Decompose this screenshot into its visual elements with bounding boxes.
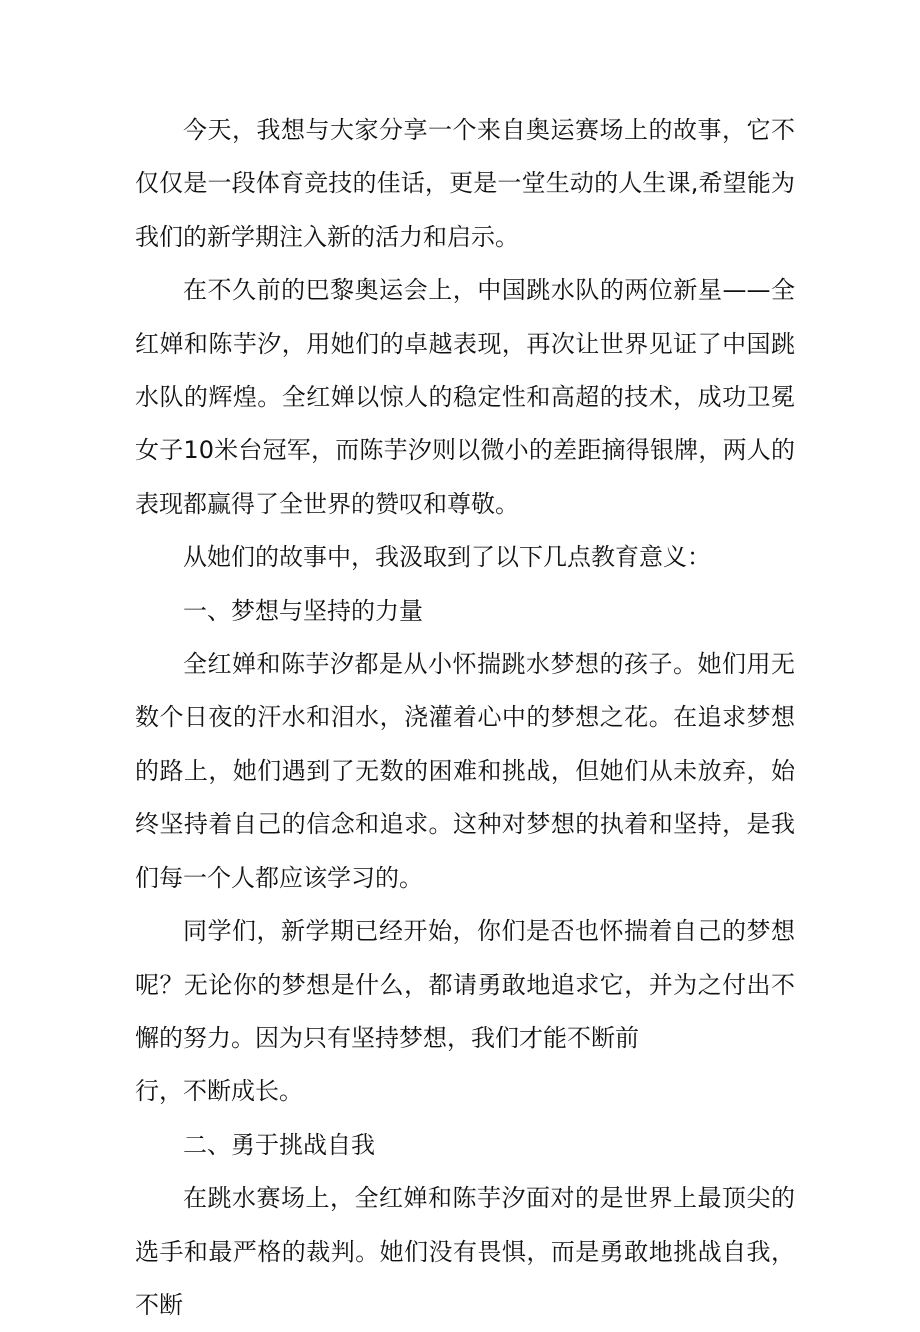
section-heading-dream: 一、梦想与坚持的力量 [183,596,423,625]
paragraph-dream-persistence: 全红婵和陈芋汐都是从小怀揣跳水梦想的孩子。她们用无数个日夜的汗水和泪水，浇灌着心中的梦想之花。在追求梦想的路上，她们遇到了无数的困难和挑战，但她们从未放弃，始终坚持着自己的信念和追求。这种对梦想的执着和坚持，是我们每一个人都应该学习的。 [135,650,795,892]
paragraph-new-semester: 同学们，新学期已经开始，你们是否也怀揣着自己的梦想呢？无论你的梦想是什么，都请勇敢地追求它，并为之付出不懈的努力。因为只有坚持梦想，我们才能不断前 [135,917,795,1052]
paragraph-continuation: 行，不断成长。 [135,1077,303,1106]
paragraph-intro: 今天，我想与大家分享一个来自奥运赛场上的故事，它不仅仅是一段体育竞技的佳话，更是一堂生动的人生课,希望能为我们的新学期注入新的活力和启示。 [135,116,795,251]
paragraph-challenge-self: 在跳水赛场上，全红婵和陈芋汐面对的是世界上最顶尖的选手和最严格的裁判。她们没有畏惧，而是勇敢地挑战自我，不断 [135,1184,795,1319]
document-body [135,104,795,1332]
paragraph-paris-olympics: 在不久前的巴黎奥运会上，中国跳水队的两位新星——全红婵和陈芋汐，用她们的卓越表现，再次让世界见证了中国跳水队的辉煌。全红婵以惊人的稳定性和高超的技术，成功卫冕女子10米台冠军，而陈芋汐则以微小的差距摘得银牌，两人的表现都赢得了全世界的赞叹和尊敬。 [135,276,795,518]
paragraph-lessons-lead: 从她们的故事中，我汲取到了以下几点教育意义： [183,543,711,572]
section-heading-challenge: 二、勇于挑战自我 [183,1130,375,1159]
